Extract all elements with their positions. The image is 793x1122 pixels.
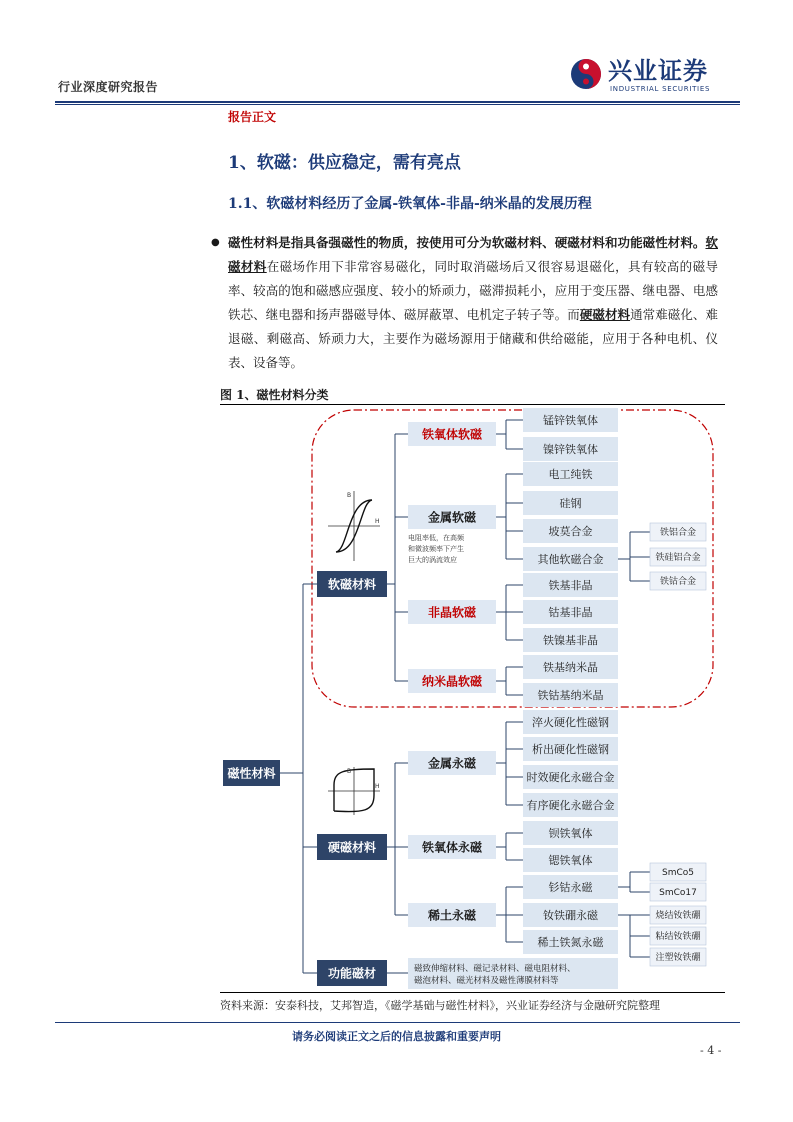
soft-item-3-3-label: 铁镍基非晶 (543, 633, 598, 647)
soft-item-2-3-label: 坡莫合金 (548, 524, 593, 538)
section-tag: 报告正文 (228, 110, 277, 124)
soft-alloy-sub-3-label: 铁钴合金 (659, 577, 697, 588)
logo-english-name: INDUSTRIAL SECURITIES (610, 85, 711, 93)
magnetic-materials-diagram (218, 405, 723, 990)
soft-magnet-term: 软磁材料 (228, 235, 718, 274)
hard-item-3-2-label: 钕铁硼永磁 (543, 908, 598, 922)
header-rule-thin (55, 104, 740, 105)
hard-item-1-3-label: 时效硬化永磁合金 (526, 770, 615, 784)
soft-alloy-sub-1-label: 铁铝合金 (659, 528, 697, 539)
hard-branch-2-label: 铁氧体永磁 (421, 840, 483, 855)
root-label: 磁性材料 (227, 766, 276, 781)
figure-source: 资料来源：安泰科技，艾邦智造，《磁学基础与磁性材料》，兴业证券经济与金融研究院整理 (220, 999, 660, 1012)
logo-mark-icon (570, 58, 602, 90)
functional-desc-line-1: 磁致伸缩材料、磁记录材料、磁电阻材料、 (414, 964, 576, 974)
report-type-label: 行业深度研究报告 (58, 80, 159, 94)
hard-magnet-description: 通常难磁化、难退磁、剩磁高、矫顽力大，主要作为磁场源用于储藏和供给磁能，应用于各种电机、仪表、设备等。 (228, 307, 718, 370)
smco-sub-1-label: SmCo5 (662, 868, 694, 879)
footer-rule (55, 1022, 740, 1023)
soft-item-2-4-label: 其他软磁合金 (537, 552, 604, 566)
soft-magnet-description: 在磁场作用下非常容易磁化，同时取消磁场后又很容易退磁化，具有较高的磁导率、较高的饱和磁感应强度、较小的矫顽力，磁滞损耗小，应用于变压器、继电器、电感铁芯、继电器和扬声器磁导体、磁屏蔽罩、电机定子转子等。而 (228, 259, 718, 322)
soft-branch-3-label: 非晶软磁 (427, 605, 477, 620)
hard-item-1-2-label: 析出硬化性磁钢 (532, 742, 609, 756)
soft-item-1-1-label: 锰锌铁氧体 (543, 413, 598, 427)
soft-item-2-1-label: 电工纯铁 (548, 467, 593, 481)
hard-magnet-term: 硬磁材料 (579, 307, 631, 322)
figure-title: 图 1、磁性材料分类 (220, 388, 329, 402)
logo-chinese-name: 兴业证券 (608, 57, 708, 85)
page-number: - 4 - (700, 1044, 722, 1057)
soft-item-4-1-label: 铁基纳米晶 (543, 660, 598, 674)
heading-level-2: 1.1、软磁材料经历了金属-铁氧体-非晶-纳米晶的发展历程 (228, 196, 592, 212)
company-logo (570, 56, 740, 96)
soft-branch-1-label: 铁氧体软磁 (421, 427, 483, 442)
hard-item-2-2-label: 锶铁氧体 (548, 853, 593, 867)
body-paragraph (211, 231, 718, 375)
ndfeb-sub-1-label: 烧结钕铁硼 (655, 911, 701, 922)
soft-branch-2-label: 金属软磁 (427, 510, 477, 525)
h-axis-label: H (375, 518, 380, 525)
hard-item-3-3-label: 稀土铁氮永磁 (537, 935, 604, 949)
soft-item-3-2-label: 钴基非晶 (548, 605, 593, 619)
hard-item-1-1-label: 淬火硬化性磁钢 (532, 715, 609, 729)
soft-note-line-2: 和微波频率下产生 (408, 545, 464, 553)
soft-note-line-3: 巨大的涡流效应 (408, 556, 457, 564)
header-rule (55, 101, 740, 103)
soft-item-3-1-label: 铁基非晶 (548, 578, 593, 592)
soft-item-4-2-label: 铁钴基纳米晶 (537, 688, 604, 702)
h-axis-label: H (375, 783, 380, 790)
hysteresis-loop-icon (328, 767, 380, 815)
hard-magnet-label: 硬磁材料 (327, 840, 377, 855)
hard-item-1-4-label: 有序硬化永磁合金 (526, 798, 615, 812)
soft-alloy-sub-2-label: 铁硅铝合金 (655, 553, 701, 564)
soft-branch-4-label: 纳米晶软磁 (421, 674, 483, 689)
hard-item-3-1-label: 钐钴永磁 (548, 880, 593, 894)
paragraph-bold-lead: 磁性材料是指具备强磁性的物质，按使用可分为软磁材料、硬磁材料和功能磁性材料。 (228, 235, 706, 250)
soft-note-line-1: 电阻率低，在高频 (408, 534, 464, 542)
soft-item-1-2-label: 镍锌铁氧体 (543, 442, 598, 456)
hard-item-2-1-label: 钡铁氧体 (548, 826, 593, 840)
hysteresis-loop-icon (328, 491, 380, 561)
b-axis-label: B (347, 492, 352, 499)
functional-desc-line-2: 磁泡材料、磁光材料及磁性薄膜材料等 (414, 976, 559, 986)
functional-magnet-label: 功能磁材 (327, 966, 377, 981)
ndfeb-sub-2-label: 粘结钕铁硼 (655, 932, 701, 943)
ndfeb-sub-3-label: 注塑钕铁硼 (655, 953, 701, 964)
heading-level-1: 1、软磁：供应稳定，需有亮点 (228, 153, 461, 173)
bullet-icon: ● (211, 237, 220, 248)
footer-disclaimer: 请务必阅读正文之后的信息披露和重要声明 (292, 1030, 501, 1043)
source-rule (220, 992, 725, 993)
hard-branch-1-label: 金属永磁 (427, 756, 477, 771)
hard-branch-3-label: 稀土永磁 (427, 908, 477, 923)
soft-magnet-label: 软磁材料 (327, 577, 377, 592)
soft-item-2-2-label: 硅钢 (559, 496, 582, 510)
smco-sub-2-label: SmCo17 (659, 888, 697, 899)
b-axis-label: B (347, 768, 352, 775)
